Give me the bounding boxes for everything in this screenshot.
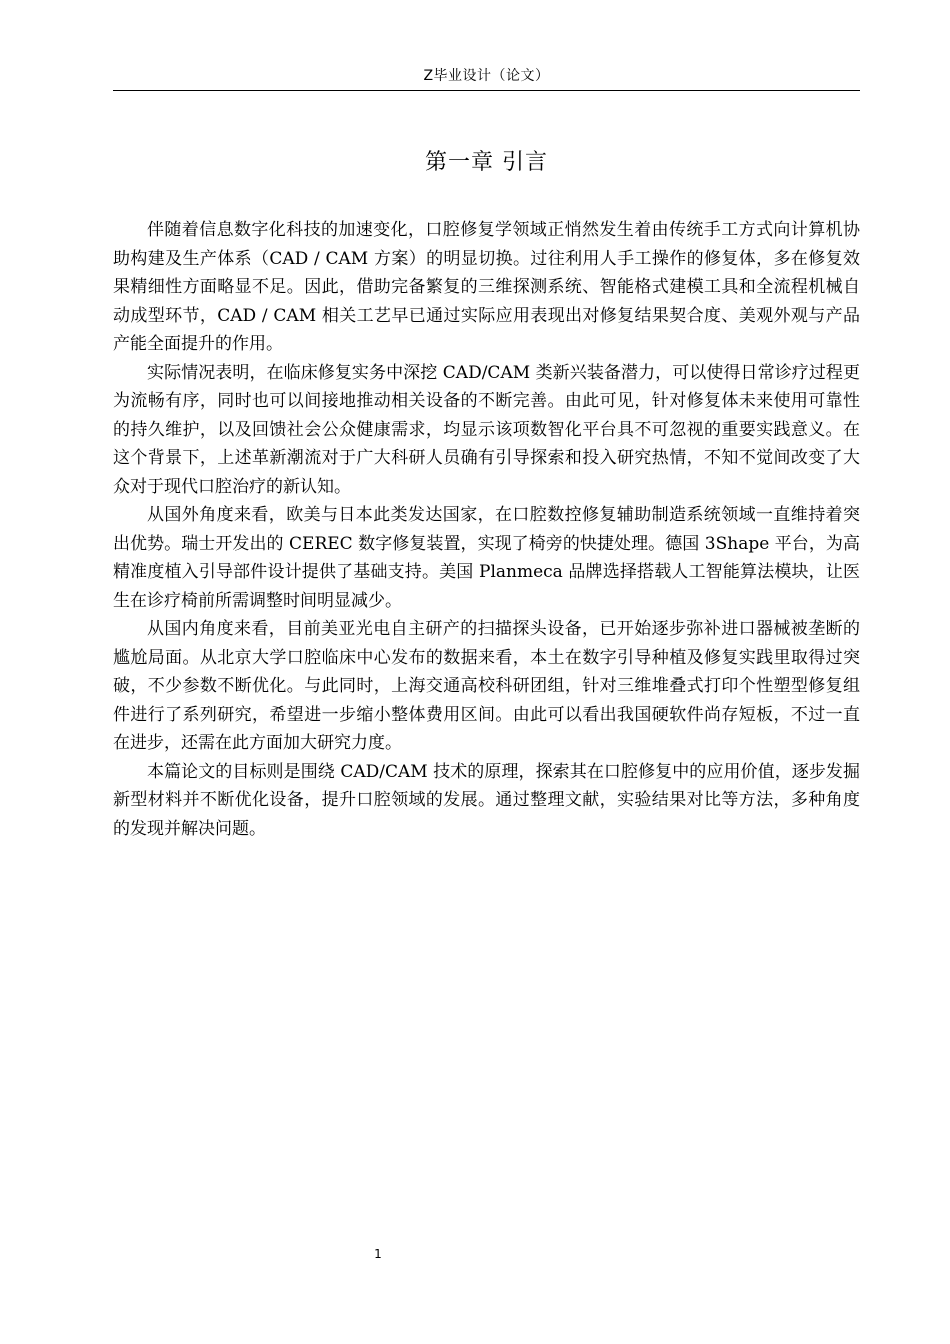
- paragraph-4: 从国内角度来看，目前美亚光电自主研产的扫描探头设备，已开始逐步弥补进口器械被垄断的尴尬局面。从北京大学口腔临床中心发布的数据来看，本土在数字引导种植及修复实践里取得过突破，不少参数不断优化。与此同时，上海交通高校科研团组，针对三维堆叠式打印个性塑型修复组件进行了系列研究，希望进一步缩小整体费用区间。由此可以看出我国硬软件尚存短板，不过一直在进步，还需在此方面加大研究力度。: [113, 619, 860, 753]
- paragraph-5: 本篇论文的目标则是围绕 CAD/CAM 技术的原理，探索其在口腔修复中的应用价值，逐步发掘新型材料并不断优化设备，提升口腔领域的发展。通过整理文献，实验结果对比等方法，多种角度的发现并解决问题。: [113, 761, 860, 839]
- paragraph-2: 实际情况表明，在临床修复实务中深挖 CAD/CAM 类新兴装备潜力，可以使得日常诊疗过程更为流畅有序，同时也可以间接地推动相关设备的不断完善。由此可见，针对修复体未来使用可靠性的持久维护，以及回馈社会公众健康需求，均显示该项数智化平台具不可忽视的重要实践意义。在这个背景下，上述革新潮流对于广大科研人员确有引导探索和投入研究热情，不知不觉间改变了大众对于现代口腔治疗的新认知。: [113, 362, 860, 497]
- body-text: [113, 216, 860, 843]
- running-header: Z毕业设计（论文）: [423, 68, 550, 84]
- header-rule: [113, 90, 860, 91]
- page-number: 1: [374, 1247, 382, 1261]
- paragraph-3: 从国外角度来看，欧美与日本此类发达国家，在口腔数控修复辅助制造系统领域一直维持着突出优势。瑞士开发出的 CEREC 数字修复装置，实现了椅旁的快捷处理。德国 3Shape 平台，为高精准度植入引导部件设计提供了基础支持。美国 Planmeca 品牌选择搭载人工智能算法模块，让医生在诊疗椅前所需调整时间明显减少。: [113, 505, 860, 611]
- chapter-title: 第一章 引言: [425, 150, 548, 175]
- paragraph-1: 伴随着信息数字化科技的加速变化，口腔修复学领域正悄然发生着由传统手工方式向计算机协助构建及生产体系（CAD / CAM 方案）的明显切换。过往利用人手工操作的修复体，多在修复效果精细性方面略显不足。因此，借助完备繁复的三维探测系统、智能格式建模工具和全流程机械自动成型环节，CAD / CAM 相关工艺早已通过实际应用表现出对修复结果契合度、美观外观与产品产能全面提升的作用。: [113, 220, 860, 354]
